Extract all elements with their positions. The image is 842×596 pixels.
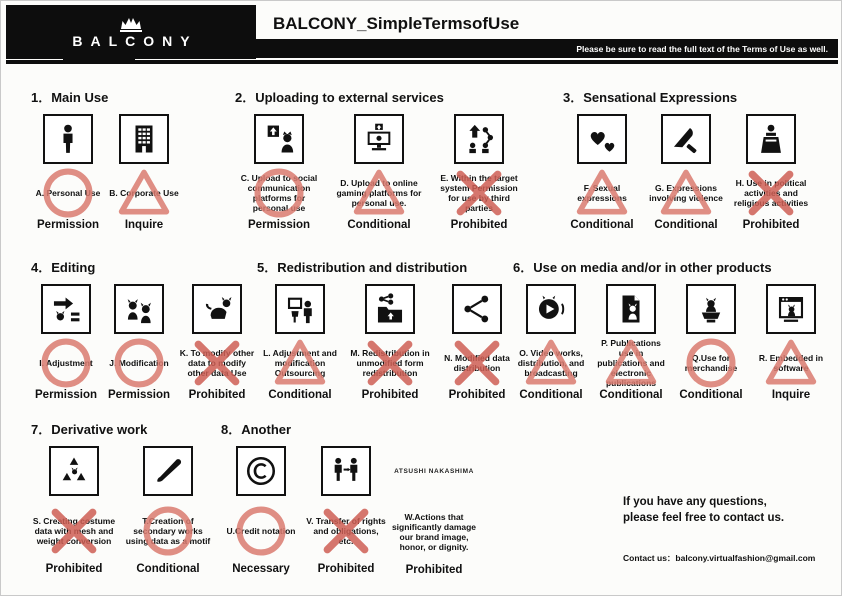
term-item-d — [335, 114, 423, 231]
section-another — [221, 419, 477, 576]
contact-email: Contact us：balcony.virtualfashion@gmail.com — [623, 553, 816, 564]
balcony-logo-text: BALCONY — [72, 32, 198, 49]
section-media-products — [513, 257, 829, 401]
term-item-b — [105, 114, 183, 231]
item-label: U.Credit notation — [226, 525, 296, 536]
item-label: S. Creating costume data with mesh and weight conversion — [32, 515, 116, 546]
status-label: Conditional — [519, 389, 583, 401]
section-editing — [31, 257, 257, 401]
status-label: Conditional — [654, 219, 718, 231]
term-item-e — [435, 114, 523, 231]
status-label: Conditional — [268, 389, 332, 401]
section-heading: 7．Derivative work — [31, 422, 148, 437]
term-item-n — [437, 284, 517, 401]
copyright-icon — [236, 446, 286, 496]
subtitle-text: Please be sure to read the full text of the Terms of Use as well. — [576, 43, 828, 54]
status-label: Conditional — [570, 219, 634, 231]
credit-note — [394, 446, 474, 497]
balcony-logo — [6, 5, 256, 59]
term-item-o — [513, 284, 589, 401]
item-label: Q.Use for merchandise — [684, 352, 738, 373]
section-heading: 8．Another — [221, 422, 292, 437]
item-label: D. Upload to online gaming platforms for personal use. — [336, 177, 422, 208]
item-label: I. Adjustment — [39, 357, 93, 368]
status-label: Conditional — [679, 389, 743, 401]
network-upload-icon — [454, 114, 504, 164]
section-sensational — [563, 87, 811, 231]
status-label: Permission — [35, 389, 97, 401]
item-label: C. Upload to social communication platforms for personal use — [240, 172, 318, 214]
building-icon — [119, 114, 169, 164]
status-label: Conditional — [599, 389, 663, 401]
cat-upload-icon — [254, 114, 304, 164]
recycle-cat-icon — [49, 446, 99, 496]
item-label: R. Embedded in software — [758, 352, 824, 373]
item-label: K. To modify other data to modify other data Use — [179, 347, 255, 378]
knife-icon — [661, 114, 711, 164]
section-redistribution — [257, 257, 517, 401]
section-uploading — [235, 87, 523, 231]
status-label: Prohibited — [448, 389, 506, 401]
monitor-upload-icon — [354, 114, 404, 164]
podium-speaker-icon — [746, 114, 796, 164]
status-label: Prohibited — [742, 219, 800, 231]
item-label: L. Adjustment and modification Outsourcing — [263, 347, 337, 378]
status-label: Prohibited — [188, 389, 246, 401]
merchandise-cat-icon — [686, 284, 736, 334]
term-item-v — [305, 446, 387, 575]
adjust-arrow-icon — [41, 284, 91, 334]
section-heading: 6．Use on media and/or in other products — [513, 260, 772, 275]
term-item-h — [731, 114, 811, 231]
term-item-u — [221, 446, 301, 575]
term-item-g — [647, 114, 725, 231]
section-heading: 3．Sensational Expressions — [563, 90, 738, 105]
cat-bow-icon — [192, 284, 242, 334]
section-derivative-work — [31, 419, 214, 575]
term-item-j — [103, 284, 175, 401]
item-label: F. Sexual expressions — [577, 182, 627, 203]
item-label: P. Publications use in publications and electronic publications — [597, 337, 665, 389]
section-heading: 2．Uploading to external services — [235, 90, 444, 105]
term-item-m — [347, 284, 433, 401]
term-item-q — [673, 284, 749, 401]
item-label: T.Creation of secondary works using data as a motif — [125, 515, 211, 546]
easel-person-icon — [275, 284, 325, 334]
subtitle-bar — [256, 39, 838, 58]
status-label: Inquire — [771, 389, 811, 401]
section-heading: 4．Editing — [31, 260, 96, 275]
section-heading: 5．Redistribution and distribution — [257, 260, 468, 275]
item-label: J. Modification — [109, 357, 169, 368]
section-main-use — [31, 87, 183, 231]
contact-line2: please feel free to contact us. — [623, 511, 785, 524]
item-label: W.Actions that significantly damage our brand image, honor, or dignity. — [391, 511, 477, 553]
page-title: BALCONY_SimpleTermsofUse — [273, 14, 520, 33]
person-icon — [43, 114, 93, 164]
software-window-icon — [766, 284, 816, 334]
transfer-people-icon — [321, 446, 371, 496]
status-label: Prohibited — [317, 563, 375, 575]
redacted-text-block — [63, 52, 135, 62]
two-cats-icon — [114, 284, 164, 334]
term-item-a — [31, 114, 105, 231]
contact-line1: If you have any questions, — [623, 496, 767, 508]
item-label: B. Corporate Use — [109, 187, 179, 198]
item-label: H. Use in political activities and religious activities — [733, 177, 809, 208]
term-item-w — [391, 446, 477, 576]
item-label: E. Within the target system Permission for use by third parties — [440, 172, 518, 214]
section-heading: 1．Main Use — [31, 90, 109, 105]
item-label: A. Personal Use — [35, 187, 101, 198]
term-item-p — [593, 284, 669, 401]
term-item-i — [31, 284, 101, 401]
folder-share-icon — [365, 284, 415, 334]
status-label: Prohibited — [450, 219, 508, 231]
term-item-f — [563, 114, 641, 231]
status-label: Permission — [37, 219, 99, 231]
item-label: O. Video works, distribution, and broadcasting — [517, 347, 585, 378]
status-label: Conditional — [347, 219, 411, 231]
item-label: G. Expressions involving violence — [649, 182, 723, 203]
status-label: Conditional — [136, 563, 200, 575]
item-label: N. Modified data distribution — [444, 352, 510, 373]
term-item-r — [753, 284, 829, 401]
hearts-icon — [577, 114, 627, 164]
item-label: M. Redistribution in unmodified form redistribution — [350, 347, 430, 378]
publication-page-icon — [606, 284, 656, 334]
term-item-l — [257, 284, 343, 401]
contact-block — [623, 495, 815, 564]
share-nodes-icon — [452, 284, 502, 334]
status-label: Prohibited — [405, 564, 463, 576]
status-label: Permission — [248, 219, 310, 231]
balcony-crown-icon — [118, 16, 144, 32]
status-label: Inquire — [124, 219, 164, 231]
credit-note-text: ATSUSHI NAKASHIMA — [394, 468, 474, 475]
status-label: Prohibited — [45, 563, 103, 575]
paintbrush-icon — [143, 446, 193, 496]
term-item-c — [235, 114, 323, 231]
term-item-t — [122, 446, 214, 575]
item-label: V. Transfer of rights and obligations, etc. — [306, 515, 386, 546]
status-label: Permission — [108, 389, 170, 401]
video-play-icon — [526, 284, 576, 334]
status-label: Prohibited — [361, 389, 419, 401]
term-item-s — [31, 446, 117, 575]
term-item-k — [177, 284, 257, 401]
status-label: Necessary — [232, 563, 290, 575]
